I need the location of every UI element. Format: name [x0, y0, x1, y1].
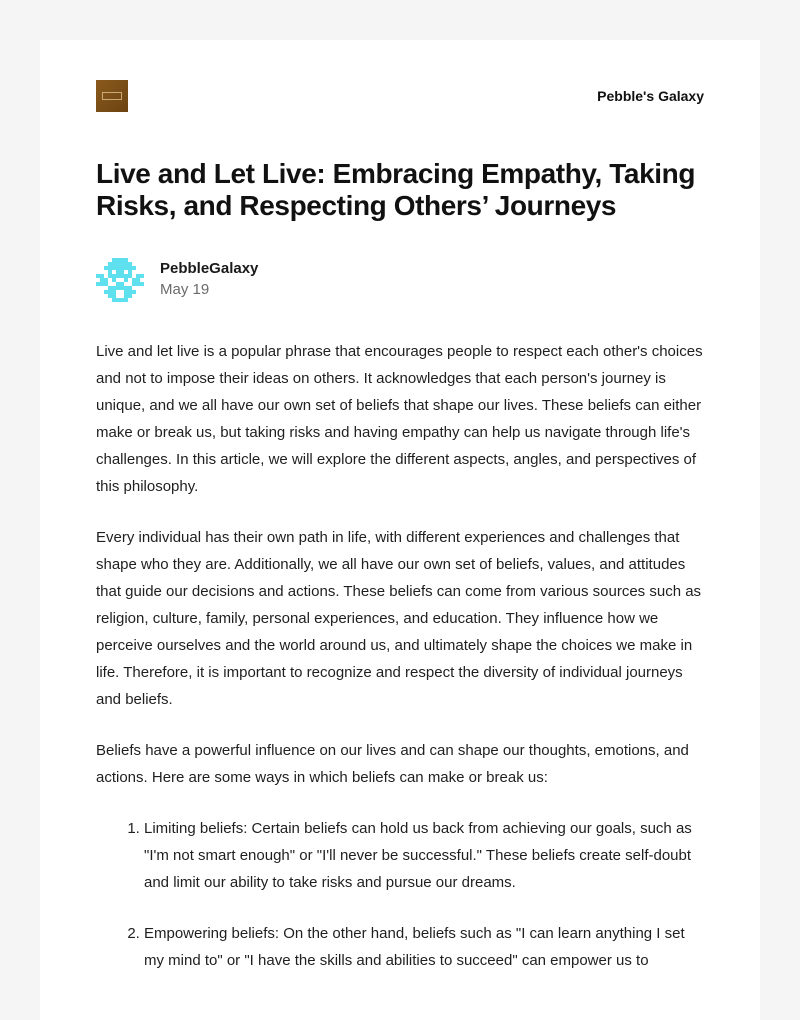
list-item: 2. Empowering beliefs: On the other hand, beliefs such as "I can learn anything I set my mind to" or "I have the skills and abilities to succeed" can empower us to: [144, 920, 704, 974]
author-avatar[interactable]: [96, 258, 144, 302]
paragraph: Beliefs have a powerful influence on our lives and can shape our thoughts, emotions, and actions. Here are some ways in which beliefs can make or break us:: [96, 742, 689, 786]
article-card: [40, 40, 760, 1020]
byline: [96, 258, 704, 302]
author-name[interactable]: PebbleGalaxy: [160, 260, 259, 277]
post-date: May 19: [160, 281, 210, 298]
list-item: 1. Limiting beliefs: Certain beliefs can hold us back from achieving our goals, such as "I'm not smart enough" or "I'll never be successful." These beliefs create self-doubt and limit our ability to take risks and pursue our dreams.: [144, 815, 704, 896]
publication-logo[interactable]: [96, 80, 128, 112]
beliefs-list: [96, 815, 704, 974]
header: [96, 80, 704, 112]
publication-name[interactable]: Pebble's Galaxy: [597, 88, 704, 104]
paragraph: Live and let live is a popular phrase that encourages people to respect each other's choices and not to impose their ideas on others. It acknowledges that each person's journey is unique, and we all have our own set of beliefs that shape our lives. These beliefs can either make or break us, but taking risks and having empathy can help us navigate through life's challenges. In this article, we will explore the different aspects, angles, and perspectives of this philosophy.: [96, 343, 703, 495]
article-body: [96, 338, 704, 974]
article-title: Live and Let Live: Embracing Empathy, Taking Risks, and Respecting Others’ Journeys: [96, 158, 696, 221]
paragraph: Every individual has their own path in life, with different experiences and challenges that shape who they are. Additionally, we all have our own set of beliefs, values, and attitudes that guide our decisions and actions. These beliefs can come from various sources such as religion, culture, family, personal experiences, and education. They influence how we perceive ourselves and the world around us, and ultimately shape the choices we make in life. Therefore, it is important to recognize and respect the diversity of individual journeys and beliefs.: [96, 529, 702, 708]
